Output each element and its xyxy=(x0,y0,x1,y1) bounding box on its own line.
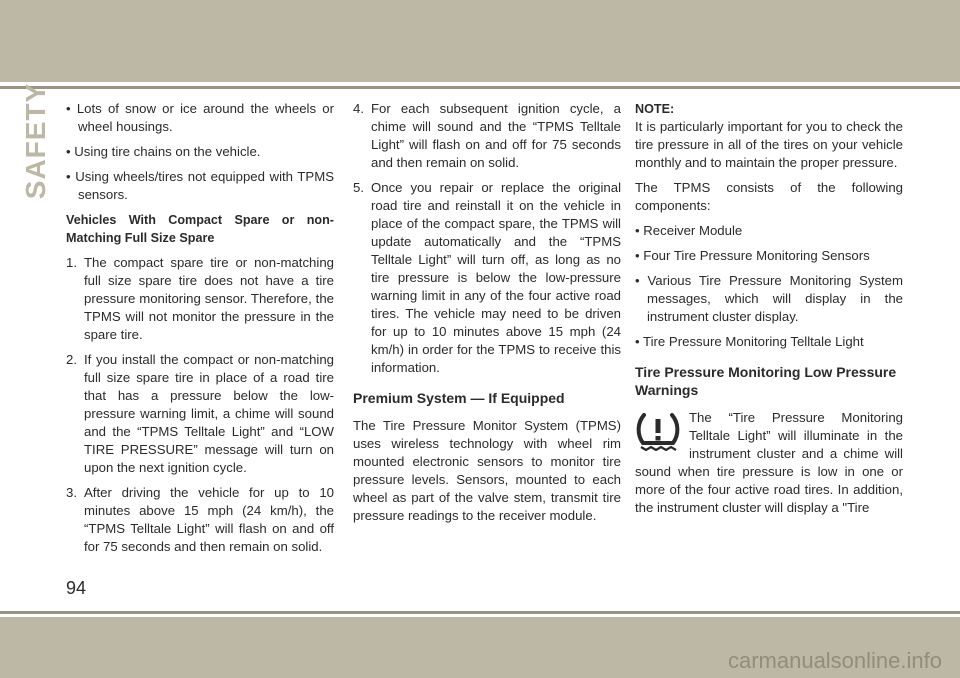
column-1 xyxy=(66,100,334,563)
bullet-item: • Using wheels/tires not equipped with TPMS sensors. xyxy=(66,169,334,202)
note-text: It is particularly important for you to check the tire pressure in all of the tires on your vehicle monthly and to maintain the proper pressure. xyxy=(635,119,903,170)
numbered-step xyxy=(66,351,334,477)
premium-system-paragraph: The Tire Pressure Monitor System (TPMS) uses wireless technology with wheel rim mounted electronic sensors to monitor tire pressure levels. Sensors, mounted to each wheel as part of the valve stem, transmit tire pressure readings to the receiver module. xyxy=(353,418,621,523)
step-text: The compact spare tire or non-matching full size spare tire does not have a tire pressure monitoring sensor. Therefore, the TPMS will not monitor the pressure in the spare tire. xyxy=(84,255,334,342)
column-3 xyxy=(635,100,903,517)
step-number: 4. xyxy=(353,101,364,116)
bullet-item: • Tire Pressure Monitoring Telltale Light xyxy=(635,334,864,349)
warning-text: The “Tire Pressure Monitoring Telltale Light” will illuminate in the instrument cluster and a chime will sound when tire pressure is low in one or more of the four active road tires. In addition, the instrument cluster will display a "Tire xyxy=(635,410,903,515)
components-intro: The TPMS consists of the following components: xyxy=(635,180,903,213)
heading-low-pressure-warnings: Tire Pressure Monitoring Low Pressure Warnings xyxy=(635,364,897,398)
heading-premium-system: Premium System — If Equipped xyxy=(353,390,565,406)
warning-block xyxy=(635,409,903,517)
step-text: Once you repair or replace the original road tire and reinstall it on the vehicle in place of the compact spare, the TPMS will update automatically and the “TPMS Telltale Light” will turn off, as long as no tire pressure is below the low-pressure warning limit in any of the four active road tires. The vehicle may need to be driven for up to 10 minutes above 15 mph (24 km/h) in order for the TPMS to receive this information. xyxy=(371,180,621,375)
section-tab xyxy=(20,82,52,200)
watermark: carmanualsonline.info xyxy=(727,648,942,673)
numbered-step xyxy=(353,179,621,377)
subheading-compact-spare: Vehicles With Compact Spare or non-Matching Full Size Spare xyxy=(66,213,334,245)
bullet-item: • Various Tire Pressure Monitoring System messages, which will display in the instrument cluster display. xyxy=(635,273,903,324)
step-number: 5. xyxy=(353,180,364,195)
header-rule xyxy=(0,86,960,89)
numbered-step xyxy=(66,254,334,344)
numbered-step xyxy=(66,484,334,556)
bullet-item: • Lots of snow or ice around the wheels or wheel housings. xyxy=(66,101,334,134)
tire-pressure-warning-icon xyxy=(635,411,681,451)
bullet-item: • Using tire chains on the vehicle. xyxy=(66,144,261,159)
note-label: NOTE: xyxy=(635,102,675,116)
footer-rule xyxy=(0,611,960,614)
numbered-step xyxy=(353,100,621,172)
column-2 xyxy=(353,100,621,532)
step-number: 2. xyxy=(66,352,77,367)
step-text: After driving the vehicle for up to 10 minutes above 15 mph (24 km/h), the “TPMS Telltale Light” will flash on and off for 75 seconds and then remain on solid. xyxy=(84,485,334,554)
step-number: 1. xyxy=(66,255,77,270)
step-number: 3. xyxy=(66,485,77,500)
bullet-item: • Four Tire Pressure Monitoring Sensors xyxy=(635,248,870,263)
section-tab-label: SAFETY xyxy=(20,82,51,200)
step-text: For each subsequent ignition cycle, a chime will sound and the “TPMS Telltale Light” will flash on and off for 75 seconds and then remain on solid. xyxy=(371,101,621,170)
page-number: 94 xyxy=(66,578,87,598)
header-band xyxy=(0,0,960,82)
bullet-item: • Receiver Module xyxy=(635,223,743,238)
step-text: If you install the compact or non-matching full size spare tire in place of a road tire that has a pressure below the low-pressure warning limit, a chime will sound and the “TPMS Telltale Light” and “LOW TIRE PRESSURE” message will turn on upon the next ignition cycle. xyxy=(84,352,334,475)
